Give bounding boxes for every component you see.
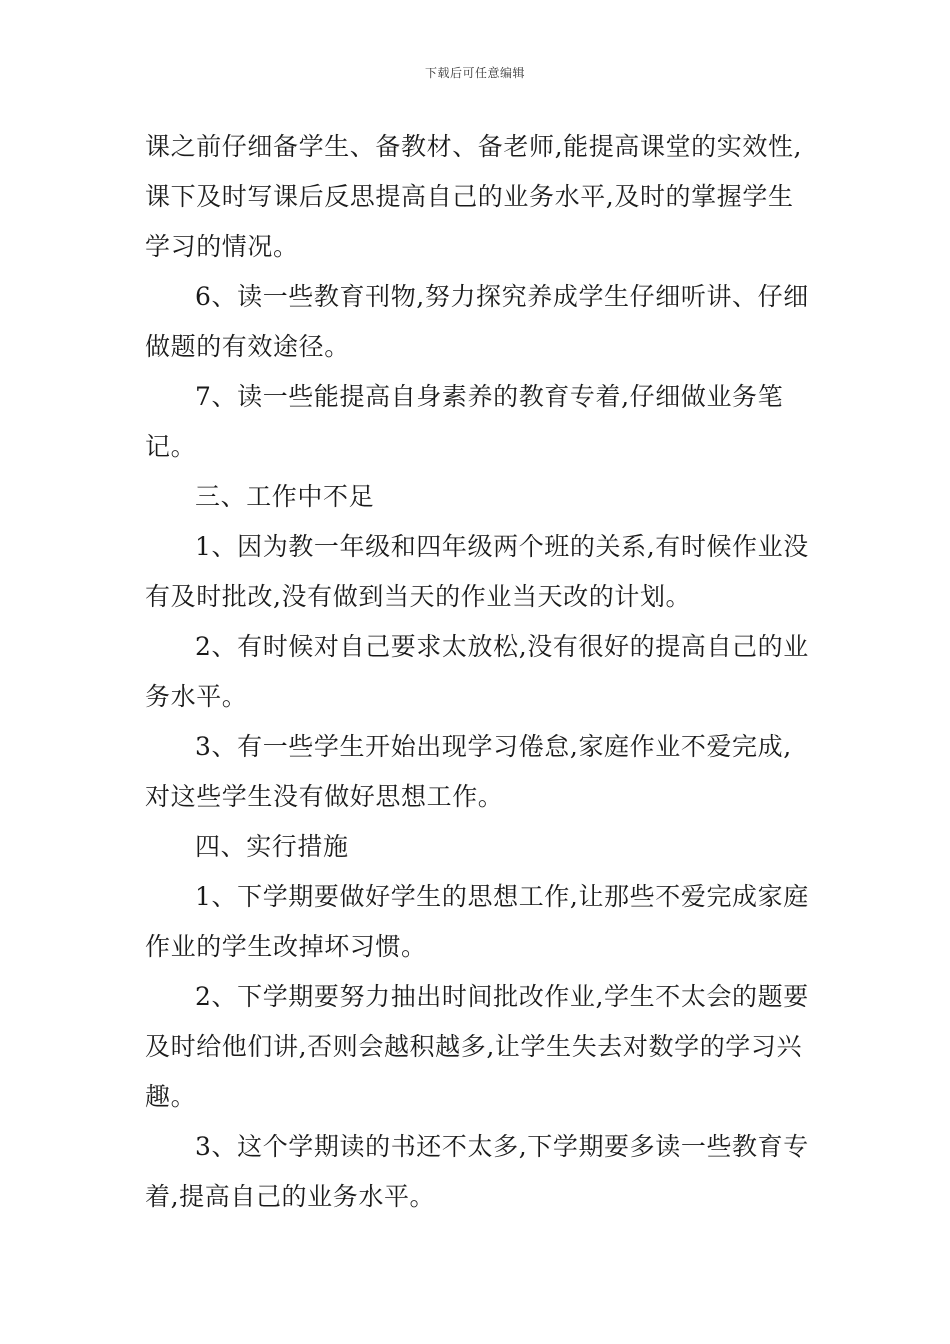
paragraph-measure-2: 2、下学期要努力抽出时间批改作业,学生不太会的题要及时给他们讲,否则会越积越多,让学生失去对数学的学习兴趣。 bbox=[145, 982, 809, 1111]
paragraph-shortcoming-1: 1、因为教一年级和四年级两个班的关系,有时候作业没有及时批改,没有做到当天的作业当天改的计划。 bbox=[145, 532, 809, 611]
section-heading-measures: 四、实行措施 bbox=[195, 832, 349, 861]
paragraph-item-6: 6、读一些教育刊物,努力探究养成学生仔细听讲、仔细做题的有效途径。 bbox=[145, 282, 809, 361]
paragraph-measure-1: 1、下学期要做好学生的思想工作,让那些不爱完成家庭作业的学生改掉坏习惯。 bbox=[145, 882, 809, 961]
document-body bbox=[145, 122, 815, 1222]
paragraph-measure-3: 3、这个学期读的书还不太多,下学期要多读一些教育专着,提高自己的业务水平。 bbox=[145, 1132, 809, 1211]
section-heading-shortcomings: 三、工作中不足 bbox=[195, 482, 375, 511]
paragraph-shortcoming-2: 2、有时候对自己要求太放松,没有很好的提高自己的业务水平。 bbox=[145, 632, 809, 711]
paragraph-shortcoming-3: 3、有一些学生开始出现学习倦怠,家庭作业不爱完成,对这些学生没有做好思想工作。 bbox=[145, 732, 792, 811]
paragraph-item-7: 7、读一些能提高自身素养的教育专着,仔细做业务笔记。 bbox=[145, 382, 784, 461]
page-header-note: 下载后可任意编辑 bbox=[424, 66, 525, 80]
paragraph-continuation: 课之前仔细备学生、备教材、备老师,能提高课堂的实效性,课下及时写课后反思提高自己的业务水平,及时的掌握学生学习的情况。 bbox=[145, 132, 803, 261]
